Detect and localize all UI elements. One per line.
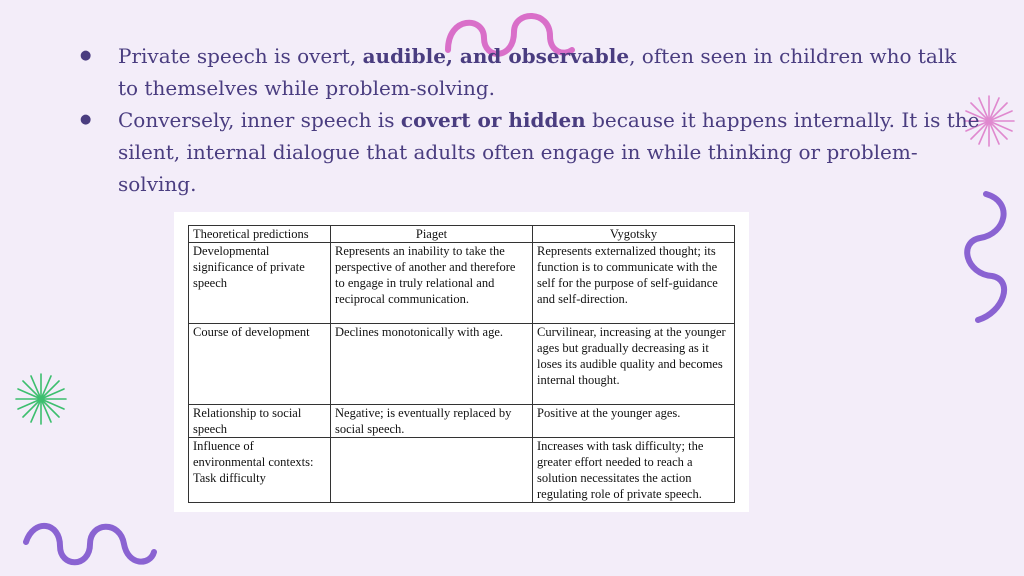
bullet-bold-text: covert or hidden (400, 108, 586, 132)
bullet-item-private-speech (80, 40, 980, 104)
purple-vertical-squiggle-icon (962, 188, 1012, 328)
table-cell: Positive at the younger ages. (533, 405, 735, 438)
table-cell: Negative; is eventually replaced by social speech. (331, 405, 533, 438)
table-row (189, 405, 735, 438)
bullet-text: , often seen in children who talk to themselves while problem-solving. (118, 44, 957, 100)
comparison-table (188, 225, 735, 503)
table-row (189, 243, 735, 324)
table-cell: Influence of environmental contexts: Task difficulty (189, 438, 331, 503)
table-cell: Curvilinear, increasing at the younger ages but gradually decreasing as it loses its audible quality and becomes internal thought. (533, 324, 735, 405)
bullet-text: Private speech is overt, (118, 44, 363, 68)
header-piaget: Piaget (331, 226, 533, 243)
table-cell (331, 438, 533, 503)
table-cell: Represents an inability to take the perspective of another and therefore to engage in truly relational and reciprocal communication. (331, 243, 533, 324)
bullet-text: Conversely, inner speech is (118, 108, 401, 132)
bullet-list (80, 40, 980, 200)
table-row (189, 438, 735, 503)
table-cell: Developmental significance of private speech (189, 243, 331, 324)
table-row (189, 324, 735, 405)
header-vygotsky: Vygotsky (533, 226, 735, 243)
comparison-table-image (174, 212, 749, 512)
table-cell: Relationship to social speech (189, 405, 331, 438)
table-header-row (189, 226, 735, 243)
bullet-text: because it happens internally. It is the silent, internal dialogue that adults often engage in while thinking or problem-solving. (118, 108, 980, 196)
table-cell: Represents externalized thought; its function is to communicate with the self for the purpose of self-guidance and self-direction. (533, 243, 735, 324)
bullet-bold-text: audible, and observable (362, 44, 630, 68)
green-starburst-icon (14, 372, 68, 426)
table-cell: Declines monotonically with age. (331, 324, 533, 405)
purple-squiggle-icon (20, 516, 160, 572)
table-cell: Course of development (189, 324, 331, 405)
header-theoretical-predictions: Theoretical predictions (189, 226, 331, 243)
bullet-item-inner-speech (80, 104, 980, 200)
table-cell: Increases with task difficulty; the greater effort needed to reach a solution necessitates the action regulating role of private speech. (533, 438, 735, 503)
